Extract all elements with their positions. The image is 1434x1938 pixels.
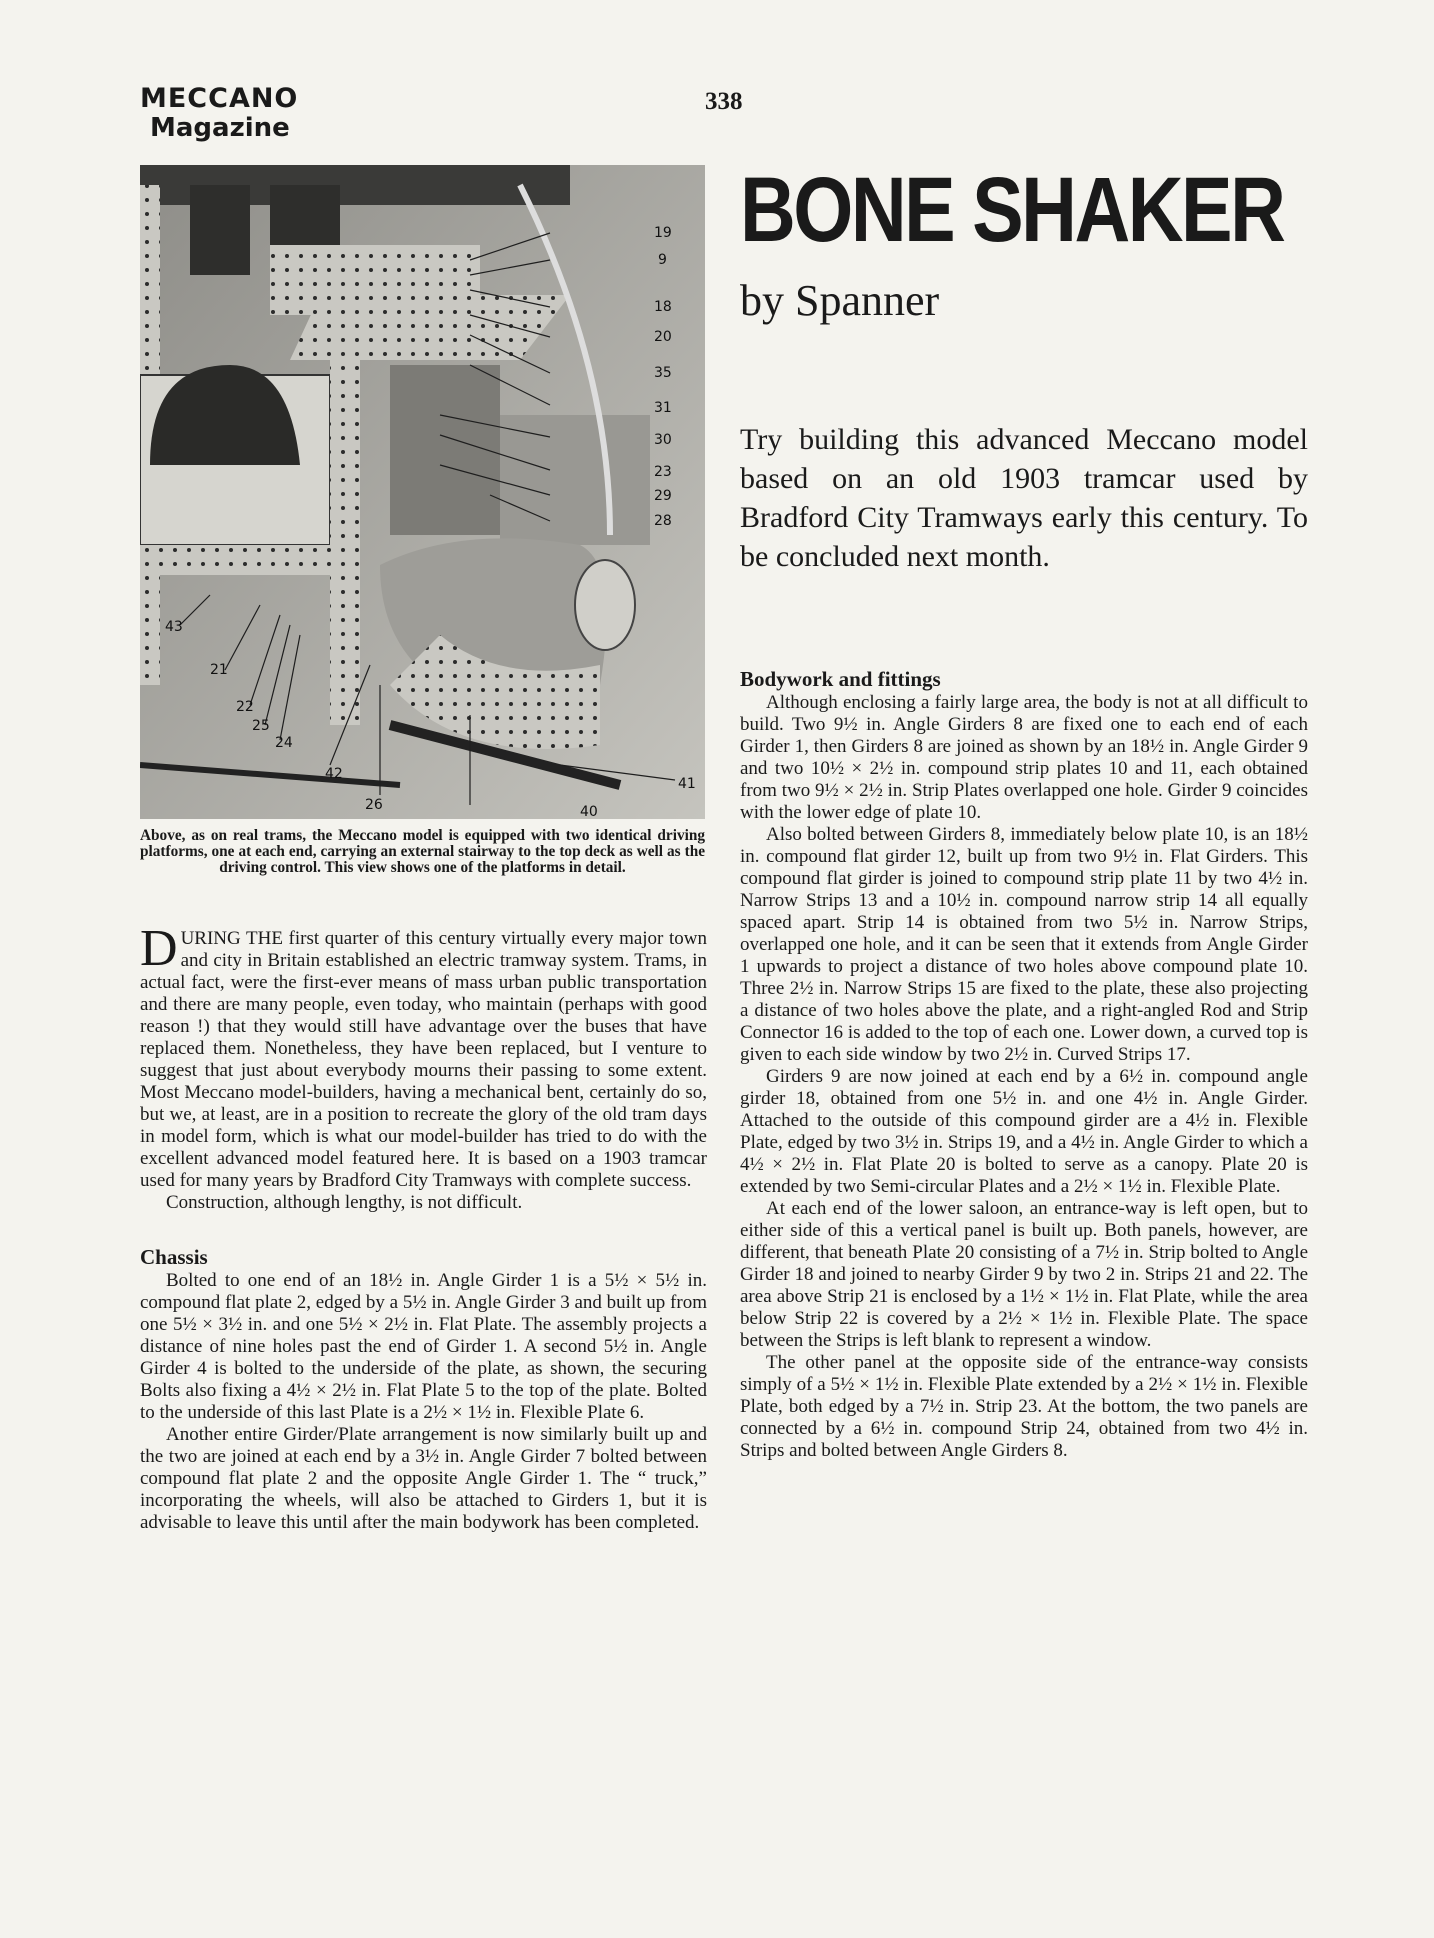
callout-35: 35 <box>654 365 672 381</box>
photo-caption: Above, as on real trams, the Meccano model is equipped with two identical driving platforms, one at each end, carrying an external stairway to the top deck as well as the driving control. This view shows one of the platforms in detail. <box>140 827 705 876</box>
paragraph: Also bolted between Girders 8, immediately below plate 10, is an 18½ in. compound flat girder 12, built up from two 9½ in. Flat Girders. This compound flat girder is joined to compound strip plate 11 by two 4½ in. Narrow Strips 13 and a 10½ in. compound narrow strip 14 all equally spaced apart. Strip 14 is obtained from two 5½ in. Narrow Strips, overlapped one hole, and it can be seen that it extends from Angle Girder 1 upwards to project a distance of two holes above compound plate 10. Three 2½ in. Narrow Strips 15 are fixed to the plate, these also projecting a distance of two holes above the plate, and a right-angled Rod and Strip Connector 16 is added to the top of each one. Lower down, a curved top is given to each side window by two 2½ in. Curved Strips 17. <box>740 824 1308 1065</box>
callout-9: 9 <box>658 252 667 268</box>
paragraph: Another entire Girder/Plate arrangement is now similarly built up and the two are joined at each end by a 3½ in. Angle Girder 7 bolted between compound flat plate 2 and the opposite Angle Girder 1. The “ truck,” incorporating the wheels, will also be attached to Girders 1, but it is advisable to leave this until after the main bodywork has been completed. <box>140 1424 707 1533</box>
paragraph: At each end of the lower saloon, an entrance-way is left open, but to either side of this a vertical panel is built up. Both panels, however, are different, that beneath Plate 20 consisting of a 7½ in. Strip bolted to Angle Girder 18 and joined to nearby Girder 9 by two 2 in. Strips 21 and 22. The area above Strip 21 is enclosed by a 1½ × 1½ in. Flat Plate, while the area below Strip 22 is covered by a 2½ × 1½ in. Flexible Plate. The space between the Strips is left blank to represent a window. <box>740 1198 1308 1351</box>
paragraph-opening-text: URING THE first quarter of this century virtually every major town and city in Britain established an electric tramway system. Trams, in actual fact, were the first-ever means of mass urban public transportation and there are many people, even today, who maintain (perhaps with good reason !) that they would still have advantage over the buses that have replaced them. Nonetheless, they have been replaced, but I venture to suggest that just about everybody mourns their passing to some extent. Most Meccano model-builders, having a mechanical bent, certainly do so, but we, at least, are in a position to recreate the glory of the old tram days in model form, which is what our model-builder has tried to do with the excellent advanced model featured here. It is based on a 1903 tramcar used for many years by Bradford City Tramways with complete success. <box>140 928 707 1191</box>
callout-30: 30 <box>654 432 672 448</box>
right-column <box>740 666 1308 1462</box>
article-intro: Try building this advanced Meccano model based on an old 1903 tramcar used by Bradford City Tramways early this century. To be concluded next month. <box>740 423 1308 573</box>
paragraph: Although enclosing a fairly large area, the body is not at all difficult to build. Two 9½ in. Angle Girders 8 are fixed one to each end of each Girder 1, then Girders 8 are joined as shown by an 18½ in. Angle Girder 9 and two 10½ × 2½ in. compound strip plates 10 and 11, each obtained from two 9½ × 2½ in. Strip Plates overlapped one hole. Girder 9 coincides with the lower edge of plate 10. <box>740 692 1308 823</box>
article-byline: by Spanner <box>740 276 940 325</box>
page-number: 338 <box>705 88 743 115</box>
magazine-masthead <box>140 84 298 142</box>
section-heading-chassis: Chassis <box>140 1245 208 1269</box>
paragraph: The other panel at the opposite side of the entrance-way consists simply of a 5½ × 1½ in. Flexible Plate extended by a 2½ × 1½ in. Flexible Plate, both edged by a 7½ in. Strip 23. At the bottom, the two panels are connected by a 6½ in. compound Strip 24, obtained from two 4½ in. Strips and bolted between Angle Girders 8. <box>740 1352 1308 1461</box>
callout-19: 19 <box>654 225 672 241</box>
callout-29: 29 <box>654 488 672 504</box>
masthead-line2: Magazine <box>150 112 290 143</box>
tram-model-photo <box>140 165 705 819</box>
article-title: BONE SHAKER <box>740 159 1284 261</box>
left-column <box>140 920 707 1534</box>
callout-24: 24 <box>275 735 293 751</box>
paragraph: Construction, although lengthy, is not difficult. <box>166 1192 523 1213</box>
masthead-line1: MECCANO <box>140 83 299 114</box>
callout-41: 41 <box>678 776 696 792</box>
callout-40: 40 <box>580 804 598 819</box>
paragraph: Bolted to one end of an 18½ in. Angle Girder 1 is a 5½ × 5½ in. compound flat plate 2, edged by a 5½ in. Angle Girder 3 and built up from one 5½ × 3½ in. and one 5½ × 2½ in. Flat Plate. The assembly projects a distance of nine holes past the end of Girder 1. A second 5½ in. Angle Girder 4 is bolted to the underside of the plate, as shown, the securing Bolts also fixing a 4½ × 2½ in. Flat Plate 5 to the top of the plate. Bolted to the underside of this last Plate is a 2½ × 1½ in. Flexible Plate 6. <box>140 1270 707 1423</box>
callout-20: 20 <box>654 329 672 345</box>
paragraph: Girders 9 are now joined at each end by a 6½ in. compound angle girder 18, obtained from one 5½ in. and one 4½ in. Angle Girder. Attached to the outside of this compound girder are a 4½ in. Flexible Plate, edged by two 3½ in. Strips 19, and a 4½ in. Angle Girder to which a 4½ × 2½ in. Flat Plate 20 is bolted to serve as a canopy. Plate 20 is extended by two Semi-circular Plates and a 2½ × 1½ in. Flexible Plate. <box>740 1066 1308 1197</box>
callout-28: 28 <box>654 513 672 529</box>
callout-25: 25 <box>252 718 270 734</box>
callout-18: 18 <box>654 299 672 315</box>
drop-cap: D <box>140 920 178 977</box>
callout-31: 31 <box>654 400 672 416</box>
callout-21: 21 <box>210 662 228 678</box>
callout-42: 42 <box>325 766 343 782</box>
paragraph-opening <box>140 920 707 1192</box>
section-heading-bodywork: Bodywork and fittings <box>740 667 941 691</box>
callout-23: 23 <box>654 464 672 480</box>
callout-43: 43 <box>165 619 183 635</box>
callout-22: 22 <box>236 699 254 715</box>
callout-26: 26 <box>365 797 383 813</box>
